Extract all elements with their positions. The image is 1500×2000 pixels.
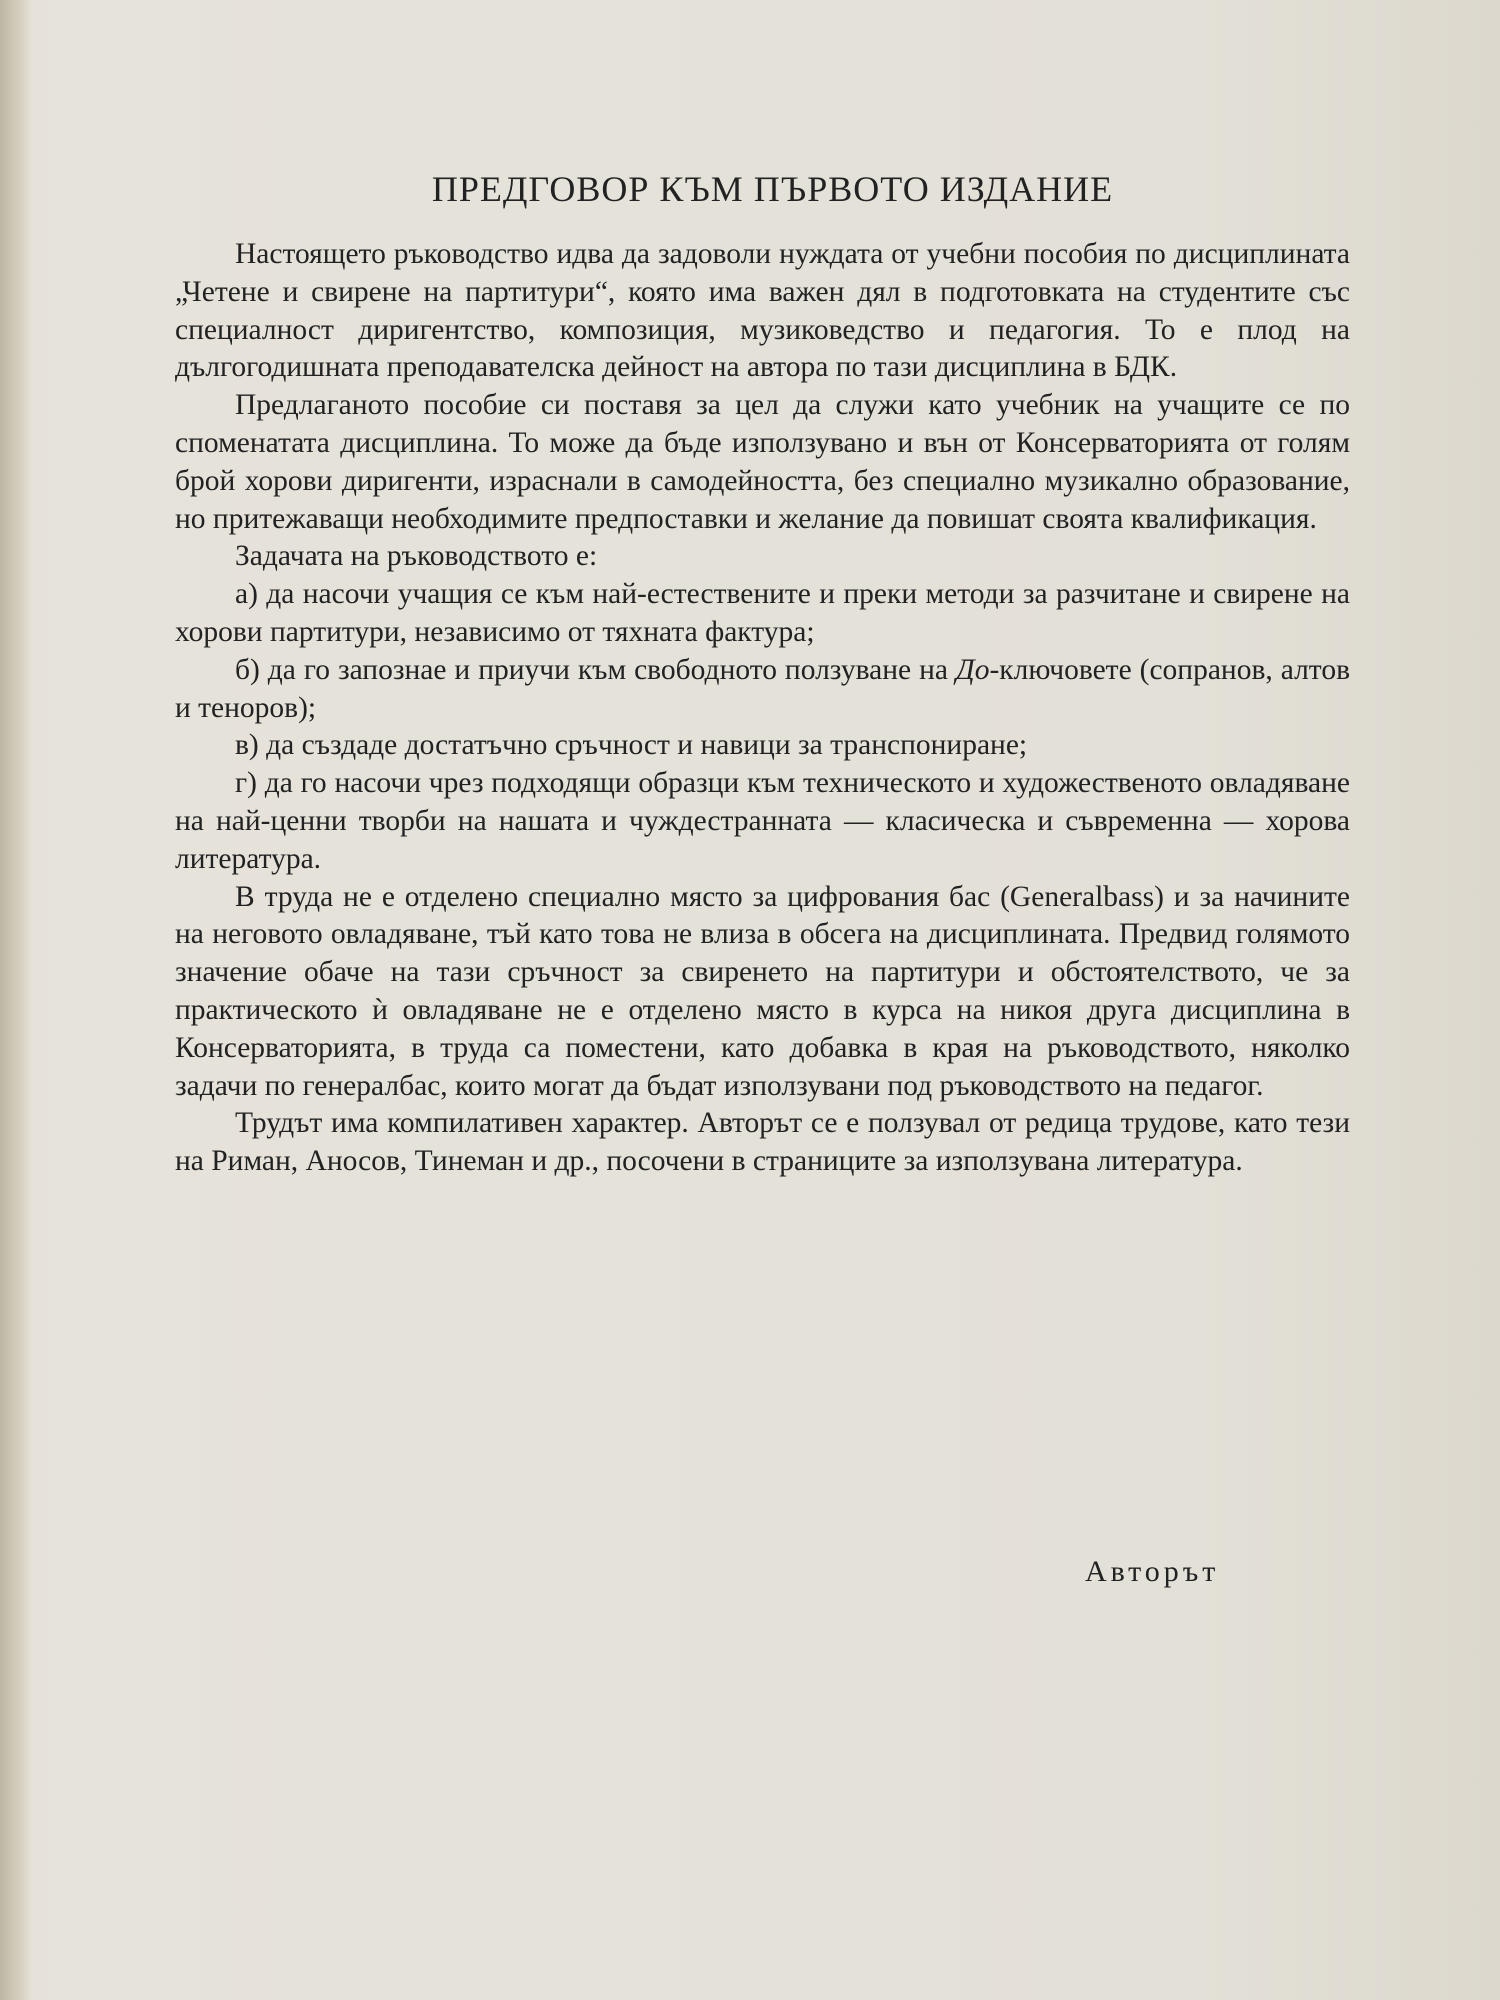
page-title: ПРЕДГОВОР КЪМ ПЪРВОТО ИЗДАНИЕ <box>431 169 1114 209</box>
paragraph-sources: Трудът има компилативен характер. Авторът се е ползувал от редица трудове, като тези на Риман, Аносов, Тинеман и др., посочени в страниците за използувана литература. <box>175 1107 1350 1178</box>
preface-text-block <box>175 168 1350 1181</box>
task-item-v: в) да създаде достатъчно сръчност и навици за транспониране; <box>235 729 1028 762</box>
task-item-b-italic: До <box>955 653 990 686</box>
task-item-b <box>175 652 1350 728</box>
paragraph-purpose: Предлаганото пособие си поставя за цел да служи като учебник на учащите се по споменатата дисциплина. То може да бъде използувано и вън от Консерваторията от голям брой хорови диригенти, израснали в самодейността, без специално музикално образование, но притежаващи необходимите предпоставки и желание да повишат своята квалификация. <box>175 389 1350 535</box>
paragraph-generalbass: В труда не е отделено специално място за цифрования бас (Generalbass) и за начините на неговото овладяване, тъй като това не влиза в обсега на дисциплината. Предвид голямото значение обаче на тази сръчност за свиренето на партитури и обстоятелството, че за практическото ѝ овладяване не е отделено място в курса на никоя друга дисциплина в Консерваторията, в труда са поместени, като добавка в края на ръководството, няколко задачи по генералбас, които могат да бъдат използувани под ръководството на педагог. <box>175 880 1350 1102</box>
task-item-b-start: б) да го запознае и приучи към свободното ползуване на <box>235 653 956 686</box>
task-item-g: г) да го насочи чрез подходящи образци към техническото и художественото овладяване на най-ценни творби на нашата и чуждестранната — класическа и съвременна — хорова литература. <box>175 767 1350 875</box>
page-spine-shadow <box>0 0 32 2000</box>
task-item-b-end: -ключовете (сопранов, алтов и теноров); <box>175 653 1350 724</box>
task-item-a: а) да насочи учащия се към най-естествените и преки методи за разчитане и свирене на хорови партитури, независимо от тяхната фактура; <box>175 578 1350 648</box>
author-signature: Авторът <box>1085 1555 1220 1588</box>
paragraph-tasks-heading: Задачата на ръководството е: <box>235 540 598 573</box>
paragraph-intro: Настоящето ръководство идва да задоволи нуждата от учебни пособия по дисциплината „Четене и свирене на партитури“, която има важен дял в подготовката на студентите със специалност диригентство, композиция, музиковедство и педагогия. То е плод на дългогодишната преподавателска дейност на автора по тази дисциплина в БДК. <box>175 238 1350 384</box>
